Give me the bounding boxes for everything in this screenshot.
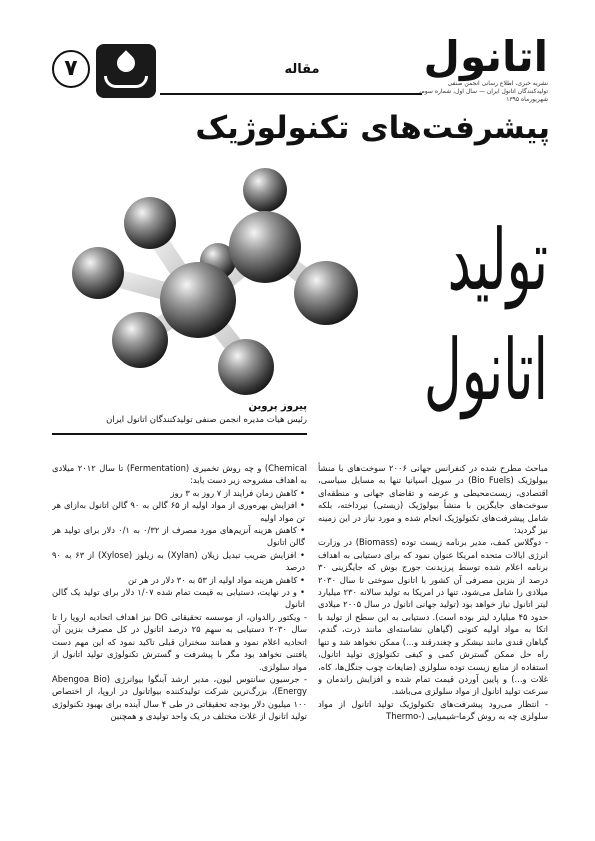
bullet-item: • کاهش هزینه آنزیم‌های مورد مصرف از ۰/۳۲ به ۰/۱ دلار برای تولید هر گالن اتانول <box>52 525 306 548</box>
masthead-subtitle: نشریه خبری، اطلاع رسانی انجمن صنفی تولیدکنندگان اتانول ایران — سال اول، شماره سوم، شهریورماه ۱۳۹۵ <box>419 80 548 103</box>
body-column-right <box>318 462 548 822</box>
big-title-line-1: تولید <box>447 211 548 309</box>
paragraph: - انتظار می‌رود پیشرفت‌های تکنولوژیک تولید اتانول از مواد سلولزی چه به روش گرما-شیمیایی (-Thermo <box>318 698 548 722</box>
bullet-item: • و در نهایت، دستیابی به قیمت تمام شده ۱/۰۷ دلار برای تولید یک گالن اتانول <box>52 587 305 610</box>
header-divider <box>160 93 422 95</box>
atom-spheres <box>72 168 358 395</box>
bullet-item: • کاهش هزینه مواد اولیه از ۵۳ به ۳۰ دلار در هر تن <box>128 574 305 585</box>
page-number: ۷ <box>52 50 90 88</box>
section-label: مقاله <box>284 62 320 77</box>
body-column-left <box>52 462 307 822</box>
paragraph: Chemical) و چه روش تخمیری (Fermentation) تا سال ۲۰۱۲ میلادی به اهداف مشروحه زیر دست یابد: <box>52 463 307 486</box>
article-title: پیشرفت‌های تکنولوژیک <box>195 110 550 146</box>
author-divider <box>52 433 307 435</box>
bullet-item: • افزایش بهره‌وری از مواد اولیه از ۶۵ گالن به ۹۰ گالن اتانول به‌ازای هر تن مواد اولیه <box>52 500 305 523</box>
bullet-item: • کاهش زمان فرایند از ۷ روز به ۳ روز <box>170 487 305 498</box>
big-title <box>318 205 548 460</box>
author-name: پیروز پروین <box>248 401 307 412</box>
drop-logo-icon <box>96 44 156 98</box>
paragraph: مباحث مطرح شده در کنفرانس جهانی ۲۰۰۶ سوخت‌های با منشأ بیولوژیک (Bio Fuels) در سویل اسپانیا تنها به مسایل سیاسی، اقتصادی، زیست‌محیطی و عرضه و تقاضای جهانی و منطقه‌ای سوخت‌های جایگزین با منشأ بیولوژیک (زیستی) نپرداخته، بلکه شامل پیشرفت‌های تکنولوژیک انجام شده و مورد نیاز در این زمینه نیز گردید: <box>318 463 548 536</box>
bullet-item: • افزایش ضریب تبدیل زیلان (Xylan) به زیلوز (Xylose) از ۶۳ به ۹۰ درصد <box>52 549 305 573</box>
paragraph: - دوگلاس کمف، مدیر برنامه زیست توده (Biomass) در وزارت انرژی ایالات متحده امریکا عنوان نمود که برای دستیابی به اهداف برنامه اعلام شده توسط پرزیدنت جورج بوش که جایگزینی ۳۰ درصد از بنزین مصرفی آن کشور با اتانول سوختی تا سال ۲۰۳۰ میلادی را شامل می‌شود، تنها در امریکا به تولید سالانه ۲۳۰ میلیارد لیتر اتانول نیاز خواهد بود (تولید جهانی اتانول در سال ۲۰۰۵ میلادی حدود ۴۵ میلیارد لیتر بوده است). دستیابی به این سطح از تولید با اتکا به مواد اولیه کنونی (گیاهان نشاسته‌ای مانند ذرت، گندم، گیاهان قندی مانند نیشکر و چغندرقند و...) ممکن نخواهد شد و تنها راه حل ممکن گسترش کمی و کیفی تکنولوژی تولید اتانول، استفاده از منابع زیست توده سلولزی (ضایعات چوب جنگل‌ها، کاه، غلات و...) و پایین آوردن قیمت تمام شده و افزایش راندمان و سرعت تولید اتانول از مواد سلولزی می‌باشد. <box>318 537 548 697</box>
masthead <box>418 34 548 104</box>
paragraph: - جرسیون سانتوس لیون، مدیر ارشد آبنگوا بیوانرژی (Abengoa Bio Energy)، بزرگ‌ترین شرکت تولیدکننده بیواتانول در اروپا، از اختصاص ۱۰۰ میلیون دلار بودجه تحقیقاتی در طی ۴ سال آینده برای بهبود تکنولوژی تولید اتانول از غلات مختلف در یک واحد تولیدی و همچنین <box>52 673 307 722</box>
masthead-title: اتانول <box>423 32 548 81</box>
author-block <box>52 400 307 427</box>
big-title-line-2: اتانول <box>423 321 548 419</box>
paragraph: - ویکتور رالدوان، از موسسه تحقیقاتی DG نیز اهداف اتحادیه اروپا را تا سال ۲۰۳۰ دستیابی به سهم ۲۵ درصد اتانول در کل مصرف بنزین آن اتحادیه اعلام نمود و همانند سخنران قبلی تاکید نمود که این مهم دست یافتنی نخواهد بود مگر با پیشرفت و گسترش تکنولوژی تولید اتانول از مواد سلولزی. <box>52 611 307 672</box>
author-role: رئیس هیات مدیره انجمن صنفی تولیدکنندگان اتانول ایران <box>106 415 307 425</box>
